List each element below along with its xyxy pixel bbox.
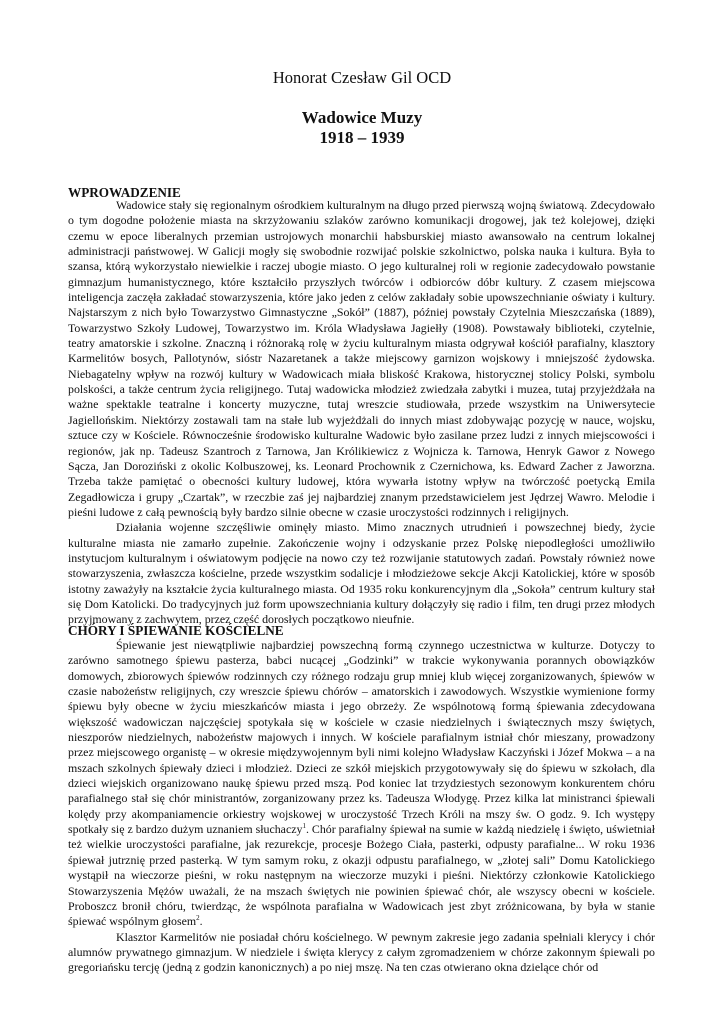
footnote-marker[interactable]: 1: [302, 822, 306, 831]
title-line-2: 1918 – 1939: [319, 128, 405, 147]
paragraph-text: Śpiewanie jest niewątpliwie najbardziej powszechną formą czynnego uczestnictwa w kulturze. Dotyczy to zarówno samotnego śpiewu pasterza, babci nucącej „Godzinki” w trakcie wykonywania porannych obowiązków domowych, zbiorowych śpiewów rodzinnych czy różnego rodzaju grup mniej klub więcej zorganizowanych, śpiewów w czasie nabożeństw religijnych, czy wreszcie śpiewu chórów – amatorskich i zawodowych. Wszystkie wymienione formy śpiewu były obecne w życiu mieszkańców miasta i jego obrzeży. Ze wspólnotową formą śpiewania zdecydowana większość wadowiczan najczęściej spotykała się w kościele w czasie niedzielnych i świątecznych mszy świętych, nieszporów niedzielnych, nabożeństw majowych i innych. W kościele parafialnym istniał chór mieszany, prowadzony przez miejscowego organistę – w okresie międzywojennym byli nimi kolejno Władysław Kaczyński i Józef Mokwa – a na mszach szkolnych śpiewały dzieci i młodzież. Dzieci ze szkół miejskich przygotowywały się do śpiewu w szkołach, dla dzieci wiejskich organizowano naukę śpiewu przed mszą. Pod koniec lat trzydziestych sezonowym konkurentem chóru parafialnego stał się chór ministrantów, zorganizowany przez ks. Tadeusza Włodygę. Przez kilka lat ministranci śpiewali kolędy przy akompaniamencie orkiestry wojskowej w uroczystość Trzech Króli na mszy św. O godz. 9. Ich występy spotkały się z bardzo dużym uznaniem słuchaczy: [68, 638, 655, 837]
paragraph-text: . Chór parafialny śpiewał na sumie w każdą niedzielę i święto, uświetniał też wielkie uroczystości parafialne, jak rezurekcje, procesje Bożego Ciała, pasterki, odpusty parafialne... W roku 1936 śpiewał jutrznię przed pasterką. W tym samym roku, z okazji odpustu parafialnego, w „złotej sali” Domu Katolickiego wystąpił na wieczorze pieśni, w roku następnym na wieczorze muzyki i pieśni. Niektórzy członkowie Katolickiego Stowarzyszenia Mężów uważali, że na mszach świętych nie powinien śpiewać chór, ale wszyscy obecni w kościele. Proboszcz bronił chóru, twierdząc, że wspólnota parafialna w Wadowicach jest zbyt zróżnicowana, by była w stanie śpiewać wspólnym głosem: [68, 822, 655, 929]
section-body-choirs: [68, 638, 655, 976]
title-line-1: Wadowice Muzy: [301, 108, 423, 127]
footnote-marker[interactable]: 2: [196, 914, 200, 923]
section-heading-introduction: WPROWADZENIE: [68, 185, 181, 200]
document-title: [0, 108, 724, 148]
section-heading-choirs: CHÓRY I ŚPIEWANIE KOŚCIELNE: [68, 623, 284, 638]
author-name: Honorat Czesław Gil OCD: [272, 68, 452, 87]
paragraph: [68, 638, 655, 930]
paragraph: Wadowice stały się regionalnym ośrodkiem kulturalnym na długo przed pierwszą wojną światową. Zdecydowało o tym dogodne położenie miasta na skrzyżowaniu szlaków zarówno komunikacji drogowej, jak też kolejowej, dzięki czemu w epoce liberalnych przemian ustrojowych monarchii habsburskiej miasto awansowało na centrum lokalnej administracji państwowej. W Galicji mogły się swobodnie rozwijać polskie szkolnictwo, polska nauka i kultura. Była to szansa, którą wykorzystało niewielkie i raczej ubogie miasto. O jego kulturalnej roli w regionie zadecydowało powstanie gimnazjum humanistycznego, które kształciło przyszłych twórców i odbiorców dóbr kultury. Z czasem miejscowa inteligencja zaczęła zakładać stowarzyszenia, które jako jeden z celów zakładały sobie upowszechnianie oświaty i kultury. Najstarszym z nich było Towarzystwo Gimnastyczne „Sokół” (1887), później powstały Czytelnia Mieszczańska (1889), Towarzystwo Szkoły Ludowej, Towarzystwo im. Króla Władysława Jagiełły (1908). Powstawały biblioteki, czytelnie, teatry amatorskie i szkolne. Znaczną i różnoraką rolę w życiu kulturalnym miasta odgrywał kościół parafialny, klasztory Karmelitów bosych, Pallotynów, sióstr Nazaretanek a także miejscowy garnizon wojskowy i mniejszość żydowska. Niebagatelny wpływ na rozwój kultury w Wadowicach miała bliskość Krakowa, historycznej stolicy Polski, symbolu polskości, a także centrum życia religijnego. Tutaj wadowicka młodzież zwiedzała zabytki i muzea, tutaj przyjeżdżała na ważne spektakle teatralne i koncerty muzyczne, tutaj wreszcie studiowała, przede wszystkim na Uniwersytecie Jagiellońskim. Niektórzy zostawali tam na stałe lub wyjeżdżali do innych miast zdobywając pozycję w nauce, wojsku, sztuce czy w Kościele. Równocześnie środowisko kulturalne Wadowic było zasilane przez ludzi z innych miejscowości i regionów, jak np. Tadeusz Szantroch z Tarnowa, Jan Królikiewicz z Wojnicza k. Tarnowa, Henryk Gawor z Nowego Sącza, Jan Doroziński z okolic Kolbuszowej, ks. Leonard Prochownik z Czernichowa, ks. Edward Zacher z Jaworzna. Trzeba także pamiętać o obecności kultury ludowej, która wywarła istotny wpływ na twórczość poetycką Emila Zegadłowicza i grupy „Czartak”, w rzeczbie zaś jej najbardziej znanym przedstawicielem jest Jędrzej Wawro. Melodie i pieśni ludowe z całą pewnością były bardzo silnie obecne w czasie uroczystości rodzinnych i religijnych.: [68, 198, 655, 519]
paragraph-text: .: [199, 914, 203, 929]
paragraph: Działania wojenne szczęśliwie ominęły miasto. Mimo znacznych utrudnień i powszechnej biedy, życie kulturalne miasta nie zamarło zupełnie. Zakończenie wojny i odzyskanie przez Polskę niepodległości umożliwiło instytucjom kulturalnym i oświatowym podjęcie na nowo czy też rozwijanie statutowych zadań. Powstały również nowe stowarzyszenia, zwłaszcza kościelne, przede wszystkim sodalicje i młodzieżowe sekcje Akcji Katolickiej, które w sposób istotny zaważyły na kształcie życia kulturalnego miasta. Od 1935 roku konkurencyjnym dla „Sokoła” centrum kultury stał się Dom Katolicki. Do tradycyjnych już form upowszechniania kultury dołączyły się radio i film, ten drugi przez młodych przyjmowany z zachwytem, przez część dorosłych początkowo nieufnie.: [68, 520, 655, 627]
paragraph: Klasztor Karmelitów nie posiadał chóru kościelnego. W pewnym zakresie jego zadania spełniali klerycy i chór alumnów prywatnego gimnazjum. W niedziele i święta klerycy z całym zgromadzeniem w chórze zakonnym śpiewali po gregoriańsku tercję (jedną z godzin kanonicznych) a po niej mszę. Na ten czas otwierano okna dzielące chór od: [68, 929, 655, 975]
section-body-introduction: [68, 198, 655, 628]
